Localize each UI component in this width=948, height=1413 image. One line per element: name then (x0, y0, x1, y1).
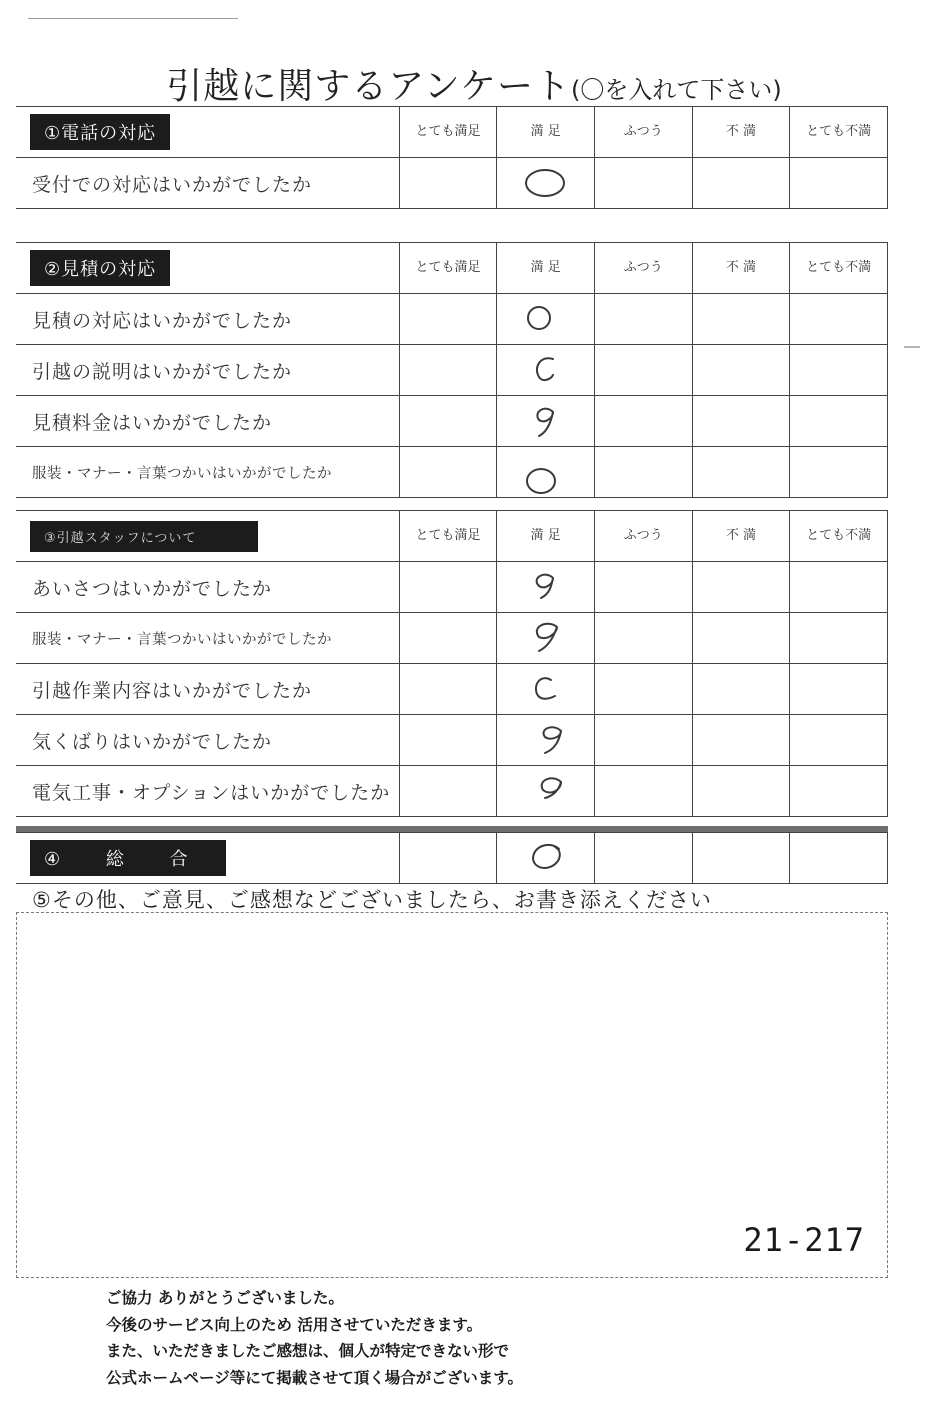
answer-cell-very-satisfied[interactable] (399, 664, 497, 715)
answer-cell-very-dissatisfied[interactable] (790, 158, 888, 209)
option-header-neutral: ふつう (594, 107, 692, 158)
title-text: 引越に関するアンケート (166, 66, 572, 107)
circle-mark-icon (523, 570, 567, 604)
section-phone-table (16, 106, 888, 209)
answer-cell-satisfied[interactable] (497, 766, 595, 817)
option-header-satisfied: 満 足 (497, 511, 595, 562)
answer-cell-satisfied[interactable] (497, 294, 595, 345)
answer-cell-neutral[interactable] (594, 664, 692, 715)
answer-cell-very-dissatisfied[interactable] (790, 833, 888, 884)
option-header-neutral: ふつう (594, 243, 692, 294)
circle-mark-icon (523, 774, 567, 808)
option-header-very-satisfied: とても満足 (399, 243, 497, 294)
question-row (16, 715, 888, 766)
answer-cell-satisfied[interactable] (497, 396, 595, 447)
circle-mark-icon (523, 353, 567, 387)
answer-cell-neutral[interactable] (594, 562, 692, 613)
circle-mark-icon (523, 465, 567, 499)
answer-cell-satisfied[interactable] (497, 345, 595, 396)
option-header-very-satisfied: とても満足 (399, 107, 497, 158)
answer-cell-very-satisfied[interactable] (399, 715, 497, 766)
question-row (16, 447, 888, 498)
section-heading: ①電話の対応 (30, 114, 170, 150)
question-text: 気くばりはいかがでしたか (16, 715, 399, 766)
answer-cell-very-satisfied[interactable] (399, 294, 497, 345)
answer-cell-very-dissatisfied[interactable] (790, 766, 888, 817)
circle-mark-icon (523, 166, 567, 200)
section-heading: ③引越スタッフについて (30, 521, 258, 552)
section-heading-cell (16, 107, 399, 158)
section-header-row (16, 243, 888, 294)
answer-cell-very-satisfied[interactable] (399, 345, 497, 396)
answer-cell-dissatisfied[interactable] (692, 715, 790, 766)
answer-cell-satisfied[interactable] (497, 447, 595, 498)
circle-mark-icon (523, 672, 567, 706)
section-estimate-table (16, 242, 888, 498)
answer-cell-neutral[interactable] (594, 833, 692, 884)
answer-cell-satisfied[interactable] (497, 158, 595, 209)
footer-notice (106, 1285, 523, 1391)
overall-heading-cell (16, 833, 399, 884)
answer-cell-very-dissatisfied[interactable] (790, 562, 888, 613)
answer-cell-dissatisfied[interactable] (692, 294, 790, 345)
comment-heading: ⑤その他、ご意見、ご感想などございましたら、お書き添えください (32, 888, 712, 912)
section-heading-cell (16, 511, 399, 562)
section-staff-table (16, 510, 888, 817)
answer-cell-dissatisfied[interactable] (692, 613, 790, 664)
answer-cell-satisfied[interactable] (497, 833, 595, 884)
question-row (16, 396, 888, 447)
answer-cell-very-dissatisfied[interactable] (790, 345, 888, 396)
section-header-row (16, 511, 888, 562)
question-text: 見積の対応はいかがでしたか (16, 294, 399, 345)
question-text: 見積料金はいかがでしたか (16, 396, 399, 447)
section-header-row (16, 107, 888, 158)
answer-cell-dissatisfied[interactable] (692, 345, 790, 396)
answer-cell-dissatisfied[interactable] (692, 396, 790, 447)
option-header-neutral: ふつう (594, 511, 692, 562)
footer-line: また、いただきましたご感想は、個人が特定できない形で (106, 1342, 510, 1360)
answer-cell-very-satisfied[interactable] (399, 562, 497, 613)
answer-cell-satisfied[interactable] (497, 715, 595, 766)
circle-mark-icon (523, 621, 567, 655)
section-heading: ②見積の対応 (30, 250, 170, 286)
footer-line: ご協力 ありがとうございました。 (106, 1289, 344, 1307)
circle-mark-icon (523, 302, 567, 336)
answer-cell-very-satisfied[interactable] (399, 158, 497, 209)
question-text: 引越の説明はいかがでしたか (16, 345, 399, 396)
footer-line: 今後のサービス向上のため 活用させていただきます。 (106, 1315, 483, 1334)
answer-cell-satisfied[interactable] (497, 562, 595, 613)
answer-cell-satisfied[interactable] (497, 613, 595, 664)
answer-cell-dissatisfied[interactable] (692, 562, 790, 613)
answer-cell-very-dissatisfied[interactable] (790, 396, 888, 447)
circle-mark-icon (523, 841, 567, 875)
answer-cell-neutral[interactable] (594, 766, 692, 817)
answer-cell-very-dissatisfied[interactable] (790, 447, 888, 498)
option-header-very-dissatisfied: とても不満 (790, 243, 888, 294)
question-row (16, 613, 888, 664)
answer-cell-very-satisfied[interactable] (399, 396, 497, 447)
option-header-very-dissatisfied: とても不満 (790, 107, 888, 158)
comment-box[interactable] (16, 912, 888, 1278)
circle-mark-icon (523, 404, 567, 438)
question-row (16, 766, 888, 817)
scan-mark (904, 346, 920, 348)
answer-cell-neutral[interactable] (594, 715, 692, 766)
question-text: 電気工事・オプションはいかがでしたか (16, 766, 399, 817)
option-header-dissatisfied: 不 満 (692, 243, 790, 294)
answer-cell-very-satisfied[interactable] (399, 613, 497, 664)
question-text: 引越作業内容はいかがでしたか (16, 664, 399, 715)
answer-cell-very-dissatisfied[interactable] (790, 613, 888, 664)
answer-cell-satisfied[interactable] (497, 664, 595, 715)
option-header-dissatisfied: 不 満 (692, 511, 790, 562)
question-row (16, 158, 888, 209)
answer-cell-neutral[interactable] (594, 613, 692, 664)
footer-line: 公式ホームページ等にて掲載させて頂く場合がございます。 (106, 1368, 523, 1387)
overall-table (16, 832, 888, 884)
title-note: (〇を入れて下さい) (571, 76, 782, 104)
top-rule (28, 18, 238, 19)
option-header-very-dissatisfied: とても不満 (790, 511, 888, 562)
answer-cell-dissatisfied[interactable] (692, 447, 790, 498)
answer-cell-dissatisfied[interactable] (692, 664, 790, 715)
answer-cell-dissatisfied[interactable] (692, 158, 790, 209)
overall-row (16, 833, 888, 884)
answer-cell-very-satisfied[interactable] (399, 447, 497, 498)
option-header-dissatisfied: 不 満 (692, 107, 790, 158)
question-row (16, 294, 888, 345)
answer-cell-neutral[interactable] (594, 345, 692, 396)
answer-cell-neutral[interactable] (594, 396, 692, 447)
answer-cell-very-satisfied[interactable] (399, 766, 497, 817)
question-row (16, 345, 888, 396)
question-row (16, 562, 888, 613)
question-text: あいさつはいかがでしたか (16, 562, 399, 613)
answer-cell-very-dissatisfied[interactable] (790, 715, 888, 766)
question-text: 服装・マナー・言葉つかいはいかがでしたか (16, 447, 399, 498)
answer-cell-neutral[interactable] (594, 294, 692, 345)
survey-title (0, 58, 948, 109)
overall-heading: ④ 総 合 (30, 840, 226, 876)
answer-cell-neutral[interactable] (594, 158, 692, 209)
answer-cell-dissatisfied[interactable] (692, 833, 790, 884)
question-row (16, 664, 888, 715)
section-heading-cell (16, 243, 399, 294)
form-number: 21-217 (743, 1221, 865, 1259)
answer-cell-dissatisfied[interactable] (692, 766, 790, 817)
answer-cell-very-dissatisfied[interactable] (790, 294, 888, 345)
answer-cell-neutral[interactable] (594, 447, 692, 498)
circle-mark-icon (523, 723, 567, 757)
option-header-satisfied: 満 足 (497, 107, 595, 158)
question-text: 受付での対応はいかがでしたか (16, 158, 399, 209)
answer-cell-very-dissatisfied[interactable] (790, 664, 888, 715)
question-text: 服装・マナー・言葉つかいはいかがでしたか (16, 613, 399, 664)
answer-cell-very-satisfied[interactable] (399, 833, 497, 884)
option-header-very-satisfied: とても満足 (399, 511, 497, 562)
option-header-satisfied: 満 足 (497, 243, 595, 294)
